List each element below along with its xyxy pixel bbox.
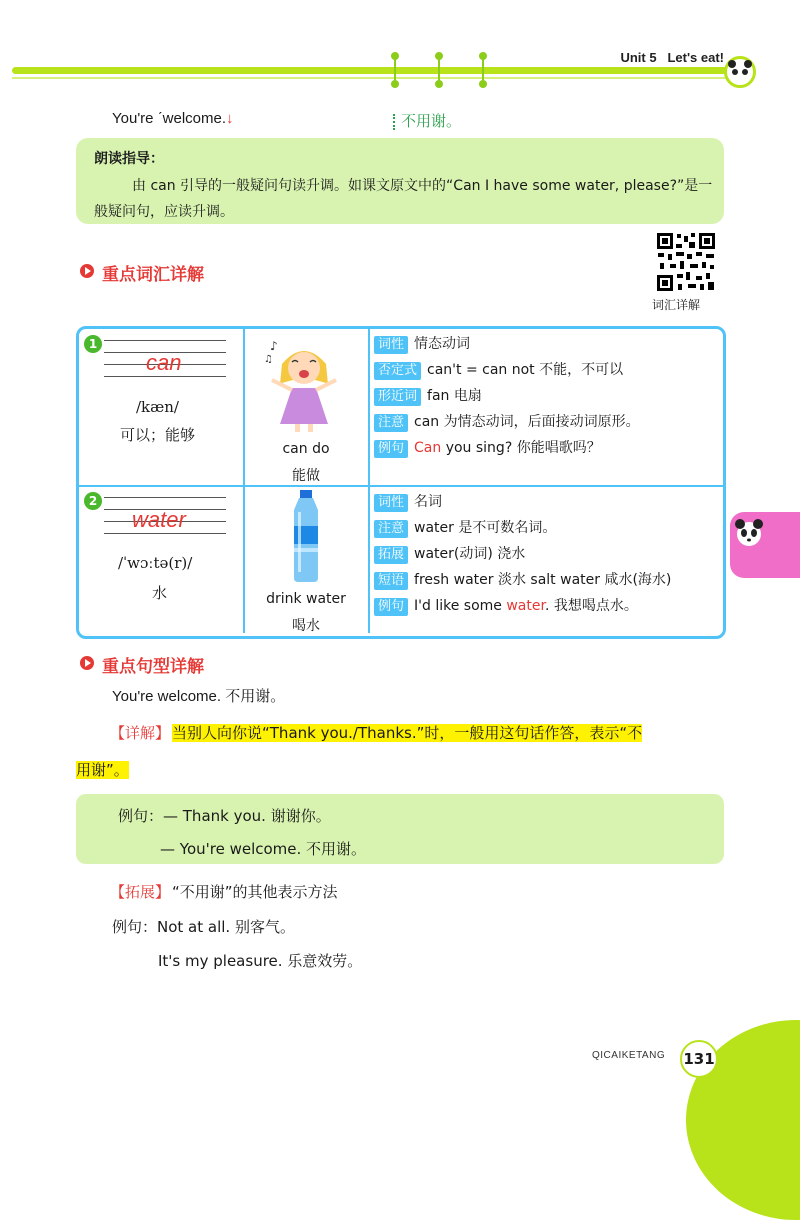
example-row: 例句 Can you sing? 你能唱歌吗？ (374, 437, 601, 458)
table-divider (79, 485, 723, 487)
intonation-down-icon: ↓ (226, 110, 234, 127)
phonetic: /ˈwɔːtə(r)/ (118, 554, 193, 572)
phrase-line: You're ˊwelcome.↓ (112, 110, 234, 127)
info-row: 词性 名词 (374, 491, 442, 512)
binder-ring-icon (479, 52, 487, 88)
panda-icon (724, 56, 756, 88)
example-line: 例句：— Thank you. 谢谢你。 (118, 807, 331, 825)
phonetic: /kæn/ (136, 398, 179, 416)
info-row: 形近词 fan 电扇 (374, 385, 482, 406)
sentence-section-title: 重点句型详解 (102, 657, 204, 677)
extend-example: It's my pleasure. 乐意效劳。 (158, 952, 363, 970)
extend-example: 例句：Not at all. 别客气。 (112, 918, 295, 936)
extend-label: 【拓展】 (110, 883, 171, 901)
image-caption-cn: 能做 (292, 468, 320, 484)
example-line: — You're welcome. 不用谢。 (160, 840, 367, 858)
key-sentence: You're welcome. 不用谢。 (112, 688, 286, 705)
reading-guide-title: 朗读指导： (94, 151, 164, 167)
detail-text-cont: 用谢”。 (76, 761, 129, 779)
singing-girl-icon (262, 334, 352, 434)
table-divider (243, 329, 245, 633)
number-badge: 2 (84, 492, 102, 510)
image-caption-cn: 喝水 (292, 618, 320, 634)
image-caption-en: drink water (266, 591, 346, 607)
binder-ring-icon (435, 52, 443, 88)
panda-icon (734, 518, 764, 548)
play-icon (80, 656, 94, 670)
svg-text:♫: ♫ (264, 354, 273, 365)
table-divider (368, 329, 370, 633)
qr-label: 词汇详解 (652, 298, 701, 312)
info-row: 词性 情态动词 (374, 333, 470, 354)
header-bar-shadow (12, 77, 730, 79)
vocab-word: can (146, 350, 182, 375)
phrase-translation: 不用谢。 (393, 110, 461, 131)
info-row: 注意 water 是不可数名词。 (374, 517, 556, 538)
page-number: 131 (680, 1040, 718, 1078)
reading-guide-body: 由 can 引导的一般疑问句读升调。如课文原文中的“Can I have some water, please?”是一般疑问句，应读升调。 (94, 178, 713, 220)
unit-title: Unit 5 Let's eat! (620, 50, 724, 65)
extend-text: “不用谢”的其他表示方法 (172, 883, 338, 901)
image-caption-en: can do (282, 441, 330, 457)
meaning: 水 (152, 584, 168, 602)
vocab-word: water (132, 507, 186, 532)
number-badge: 1 (84, 335, 102, 353)
info-row: 否定式 can't = can not 不能，不可以 (374, 359, 623, 380)
play-icon (80, 264, 94, 278)
example-row: 例句 I'd like some water. 我想喝点水。 (374, 595, 638, 616)
detail-text: 当别人向你说“Thank you./Thanks.”时，一般用这句话作答，表示“不 (172, 724, 643, 742)
info-row: 拓展 water(动词) 浇水 (374, 543, 525, 564)
header-bar (12, 67, 730, 74)
water-bottle-icon (288, 490, 324, 582)
svg-text:♪: ♪ (270, 339, 278, 353)
binder-ring-icon (391, 52, 399, 88)
vocab-section-title: 重点词汇详解 (102, 265, 204, 285)
qr-code-icon[interactable] (656, 232, 716, 292)
info-row: 短语 fresh water 淡水 salt water 咸水(海水) (374, 569, 671, 590)
info-row: 注意 can 为情态动词，后面接动词原形。 (374, 411, 640, 432)
meaning: 可以；能够 (120, 426, 196, 444)
brand-name: QICAIKETANG (592, 1050, 666, 1061)
dotted-divider (393, 114, 397, 130)
detail-label: 【详解】 (110, 724, 171, 742)
